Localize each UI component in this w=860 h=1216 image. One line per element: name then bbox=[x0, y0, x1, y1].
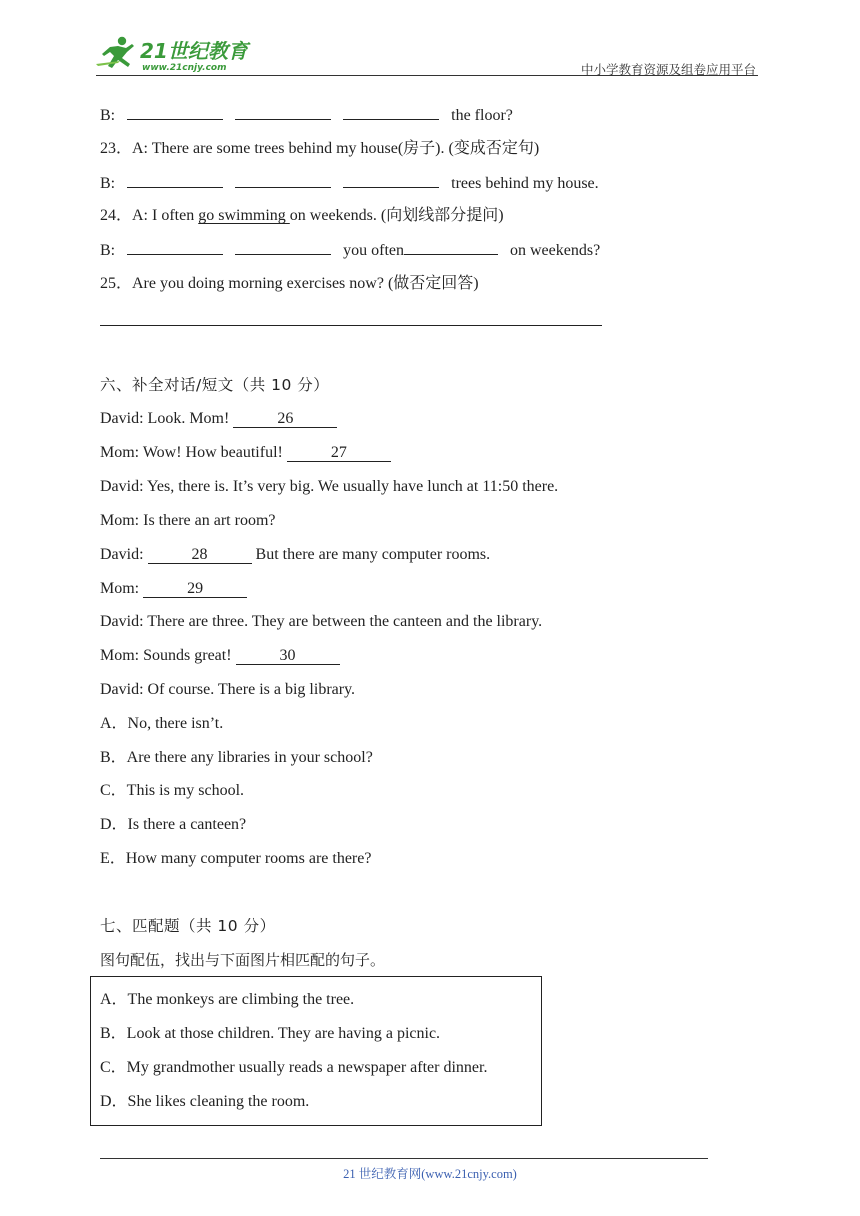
dialog-text: But there are many computer rooms. bbox=[251, 546, 491, 563]
q24-text-after: on weekends. (向划线部分提问) bbox=[289, 207, 504, 224]
dialog-line: Mom: Is there an art room? bbox=[100, 512, 276, 529]
dialog-text: David: bbox=[100, 546, 148, 563]
q25-answer-line[interactable] bbox=[100, 325, 602, 326]
dialog-line bbox=[100, 442, 391, 464]
sentence-tail: the floor? bbox=[451, 107, 513, 124]
match-option-d: D．She likes cleaning the room. bbox=[100, 1093, 310, 1110]
runner-icon bbox=[96, 37, 134, 68]
dialog-line bbox=[100, 408, 337, 430]
match-option-a: A．The monkeys are climbing the tree. bbox=[100, 991, 355, 1008]
header-platform-name: 中小学教育资源及组卷应用平台 bbox=[580, 62, 756, 77]
blank-28[interactable]: 28 bbox=[148, 546, 252, 564]
answer-blank[interactable] bbox=[127, 172, 223, 188]
answer-blank[interactable] bbox=[127, 104, 223, 120]
dialog-line bbox=[100, 578, 247, 600]
answer-blank[interactable] bbox=[404, 239, 498, 255]
dialog-line bbox=[100, 544, 490, 566]
dialog-text: Mom: Wow! How beautiful! bbox=[100, 444, 287, 461]
answer-blank[interactable] bbox=[235, 172, 331, 188]
q22-answer-line bbox=[100, 104, 513, 126]
site-logo bbox=[92, 34, 257, 74]
dialog-line: David: Yes, there is. It’s very big. We usually have lunch at 11:50 there. bbox=[100, 478, 559, 495]
q23-answer-line bbox=[100, 172, 599, 194]
sentence-tail: trees behind my house. bbox=[451, 175, 599, 192]
footer-divider bbox=[100, 1158, 708, 1159]
answer-blank[interactable] bbox=[235, 104, 331, 120]
q24-answer-line bbox=[100, 239, 600, 261]
blank-27[interactable]: 27 bbox=[287, 444, 391, 462]
blank-29[interactable]: 29 bbox=[143, 580, 247, 598]
answer-blank[interactable] bbox=[343, 172, 439, 188]
speaker-b: B: bbox=[100, 242, 116, 259]
q24-underlined-phrase: go swimming bbox=[198, 207, 290, 224]
q24-text-before: 24．A: I often bbox=[100, 207, 199, 224]
answer-blank[interactable] bbox=[235, 239, 331, 255]
answer-blank[interactable] bbox=[127, 239, 223, 255]
dialog-line: David: There are three. They are between the canteen and the library. bbox=[100, 613, 543, 630]
speaker-b: B: bbox=[100, 107, 116, 124]
match-option-c: C．My grandmother usually reads a newspaper after dinner. bbox=[100, 1059, 488, 1076]
option-c: C．This is my school. bbox=[100, 782, 245, 799]
question-25: 25．Are you doing morning exercises now? (做否定回答) bbox=[100, 275, 479, 292]
section-7-instruction: 图句配伍，找出与下面图片相匹配的句子。 bbox=[100, 951, 386, 969]
blank-26[interactable]: 26 bbox=[233, 410, 337, 428]
dialog-line: David: Of course. There is a big library. bbox=[100, 681, 356, 698]
logo-main-text: 21世纪教育 bbox=[140, 39, 248, 63]
footer-link[interactable]: 21 世纪教育网(www.21cnjy.com) bbox=[343, 1167, 517, 1181]
option-b: B．Are there any libraries in your school? bbox=[100, 749, 373, 766]
blank-30[interactable]: 30 bbox=[236, 647, 340, 665]
dialog-text: Mom: Sounds great! bbox=[100, 647, 236, 664]
speaker-b: B: bbox=[100, 175, 116, 192]
question-24 bbox=[100, 205, 504, 227]
match-option-b: B．Look at those children. They are having a picnic. bbox=[100, 1025, 441, 1042]
option-e: E．How many computer rooms are there? bbox=[100, 850, 372, 867]
section-6-title: 六、补全对话/短文（共 10 分） bbox=[100, 376, 330, 394]
section-7-title: 七、匹配题（共 10 分） bbox=[100, 917, 276, 935]
sentence-mid: you often bbox=[343, 242, 404, 259]
answer-blank[interactable] bbox=[343, 104, 439, 120]
dialog-line bbox=[100, 645, 340, 667]
dialog-text: David: Look. Mom! bbox=[100, 410, 234, 427]
sentence-tail: on weekends? bbox=[510, 242, 601, 259]
question-23: 23．A: There are some trees behind my house(房子). (变成否定句) bbox=[100, 140, 540, 157]
option-d: D．Is there a canteen? bbox=[100, 816, 247, 833]
dialog-text: Mom: bbox=[100, 580, 144, 597]
option-a: A．No, there isn’t. bbox=[100, 715, 224, 732]
logo-sub-text: www.21cnjy.com bbox=[142, 63, 227, 73]
